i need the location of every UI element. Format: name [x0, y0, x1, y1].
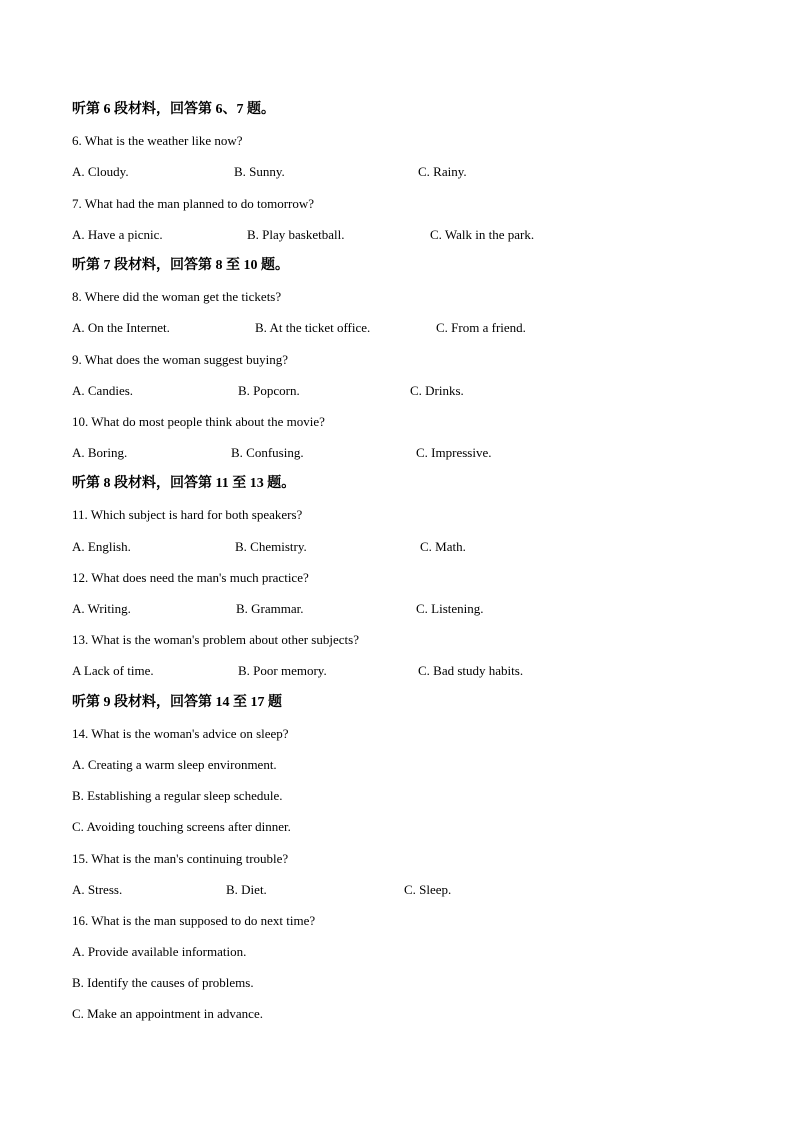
option-11c: C. Math.	[420, 538, 466, 554]
question-8: 8. Where did the woman get the tickets?	[72, 289, 282, 305]
question-10: 10. What do most people think about the movie?	[72, 413, 325, 429]
option-6b: B. Sunny.	[234, 164, 285, 180]
option-6a: A. Cloudy.	[72, 164, 129, 180]
option-14c: C. Avoiding touching screens after dinner.	[72, 819, 291, 835]
option-7c: C. Walk in the park.	[430, 226, 535, 242]
options-9	[72, 381, 722, 412]
question-14: 14. What is the woman's advice on sleep?	[72, 725, 289, 741]
section-heading-7: 听第 7 段材料，回答第 8 至 10 题。	[72, 257, 289, 273]
section-heading-8: 听第 8 段材料，回答第 11 至 13 题。	[72, 476, 296, 492]
options-10	[72, 443, 722, 474]
option-16b: B. Identify the causes of problems.	[72, 975, 254, 991]
question-11: 11. Which subject is hard for both speakers?	[72, 507, 303, 523]
options-13	[72, 661, 722, 692]
option-7b: B. Play basketball.	[247, 226, 345, 242]
option-8c: C. From a friend.	[436, 320, 526, 336]
option-10a: A. Boring.	[72, 445, 128, 461]
question-9: 9. What does the woman suggest buying?	[72, 351, 289, 367]
options-15	[72, 880, 722, 911]
question-7: 7. What had the man planned to do tomorrow?	[72, 195, 315, 211]
option-14a: A. Creating a warm sleep environment.	[72, 756, 277, 772]
option-12a: A. Writing.	[72, 601, 131, 616]
section-heading-9: 听第 9 段材料，回答第 14 至 17 题	[72, 694, 282, 710]
option-16a: A. Provide available information.	[72, 944, 247, 960]
option-11b: B. Chemistry.	[235, 538, 307, 554]
option-16c: C. Make an appointment in advance.	[72, 1006, 263, 1022]
option-11a: A. English.	[72, 538, 131, 554]
options-7	[72, 225, 722, 256]
options-11	[72, 537, 722, 568]
option-8a: A. On the Internet.	[72, 320, 170, 336]
option-9a: A. Candies.	[72, 382, 134, 398]
option-12b: B. Grammar.	[236, 601, 304, 616]
option-8b: B. At the ticket office.	[255, 320, 371, 336]
question-12: 12. What does need the man's much practice?	[72, 569, 309, 585]
option-13c: C. Bad study habits.	[418, 663, 524, 679]
option-14b: B. Establishing a regular sleep schedule.	[72, 788, 283, 804]
option-10b: B. Confusing.	[231, 445, 304, 461]
option-9c: C. Drinks.	[410, 382, 464, 398]
question-15: 15. What is the man's continuing trouble?	[72, 850, 289, 866]
question-13: 13. What is the woman's problem about other subjects?	[72, 632, 359, 648]
option-9b: B. Popcorn.	[238, 382, 300, 398]
option-7a: A. Have a picnic.	[72, 226, 163, 242]
options-12	[72, 599, 722, 630]
option-6c: C. Rainy.	[418, 164, 467, 180]
option-10c: C. Impressive.	[416, 445, 492, 461]
option-12c: C. Listening.	[416, 601, 484, 616]
option-13b: B. Poor memory.	[238, 663, 327, 679]
section-heading-6: 听第 6 段材料，回答第 6、7 题。	[72, 102, 275, 117]
option-13a: A Lack of time.	[72, 663, 154, 679]
option-15b: B. Diet.	[226, 881, 267, 897]
question-16: 16. What is the man supposed to do next time?	[72, 912, 316, 928]
options-6	[72, 162, 722, 193]
option-15c: C. Sleep.	[404, 881, 452, 897]
options-8	[72, 318, 722, 349]
option-15a: A. Stress.	[72, 881, 123, 897]
question-6: 6. What is the weather like now?	[72, 133, 243, 149]
exam-page	[72, 100, 722, 1036]
